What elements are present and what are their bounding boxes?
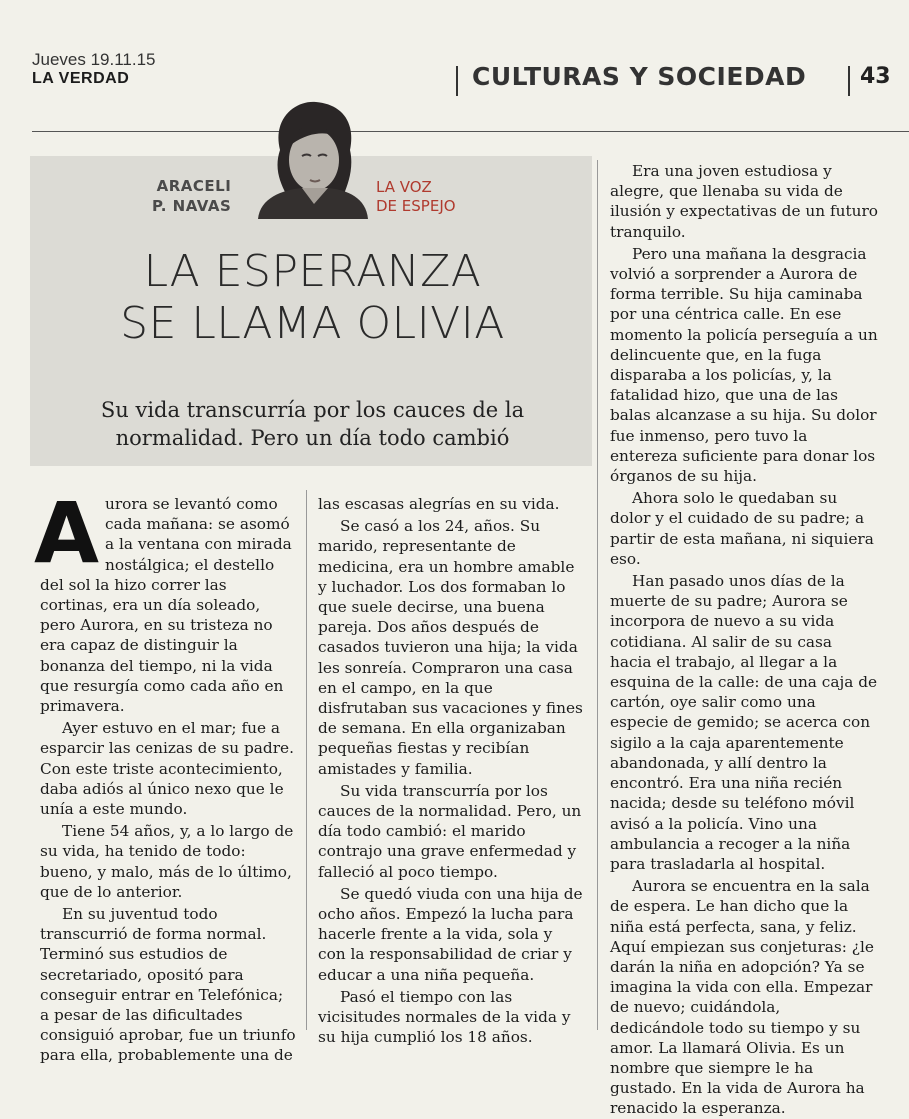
paragraph: En su juventud todo transcurrió de forma normal. Terminó sus estudios de secretariado, opositó para conseguir entrar en Telefónica; a pesar de las dificultades consiguió aprobar, fue un triunfo para ella, probablemente una de — [40, 905, 296, 1065]
column-name-line-2: DE ESPEJO — [376, 197, 456, 215]
author-line-1: ARACELI — [156, 177, 232, 195]
author-name — [152, 176, 231, 216]
paragraph: las escasas alegrías en su vida. — [318, 495, 560, 513]
paragraph: Se quedó viuda con una hija de ocho años. Empezó la lucha para hacerle frente a la vida, sola y con la responsabilidad de criar y educar a una niña pequeña. — [318, 884, 583, 984]
column-name — [376, 178, 456, 216]
body-column-1 — [34, 484, 296, 1066]
article-subheadline: Su vida transcurría por los cauces de la normalidad. Pero un día todo cambió — [100, 398, 525, 450]
body-column-2 — [318, 494, 584, 1047]
drop-cap: A — [34, 484, 100, 582]
page-number: 43 — [860, 64, 891, 89]
paragraph: Tiene 54 años, y, a lo largo de su vida, ha tenido de todo: bueno, y malo, más de lo último, que de lo anterior. — [40, 822, 294, 901]
paragraph: Han pasado unos días de la muerte de su padre; Aurora se incorpora de nuevo a su vida cotidiana. Al salir de su casa hacia el trabajo, al llegar a la esquina de la calle: de una caja de cartón, oye salir como una especie de gemido; se acerca con sigilo a la caja aparentemente abandonada, y allí dentro la encontró. Era una niña recién nacida; desde su teléfono móvil avisó a la policía. Vino una ambulancia a recoger a la niña para trasladarla al hospital. — [610, 572, 878, 873]
section-title: CULTURAS Y SOCIEDAD — [472, 62, 807, 91]
article-headline — [40, 246, 585, 350]
page-number-divider — [848, 66, 850, 96]
column-divider — [306, 490, 307, 1030]
body-column-3 — [610, 161, 878, 1119]
paragraph-text: urora se levantó como cada mañana: se asomó a la ventana con mirada nostálgica; el destello del sol la hizo correr las cortinas, era un día soleado, pero Aurora, en su tristeza no era capaz de distinguir la bonanza del tiempo, ni la vida que resurgía como cada año en primavera. — [40, 495, 292, 716]
paragraph: Ayer estuvo en el mar; fue a esparcir las cenizas de su padre. Con este triste acontecimiento, daba adiós al único nexo que le unía a este mundo. — [40, 719, 294, 819]
paragraph: Aurora se encuentra en la sala de espera. Le han dicho que la niña está perfecta, sana, y feliz. Aquí empiezan sus conjeturas: ¿le darán la niña en adopción? Ya se imagina la vida con ella. Empezar de nuevo; cuidándola, dedicándole todo su tiempo y su amor. La llamará Olivia. Es un nombre que siempre le ha gustado. En la vida de Aurora ha renacido la esperanza. — [610, 877, 874, 1118]
column-divider — [597, 160, 598, 1030]
headline-line-2: SE LLAMA OLIVIA — [120, 298, 505, 349]
paragraph: Era una joven estudiosa y alegre, que llenaba su vida de ilusión y expectativas de un futuro tranquilo. — [610, 162, 878, 241]
headline-line-1: LA ESPERANZA — [143, 246, 482, 297]
newspaper-name: LA VERDAD — [32, 70, 130, 87]
author-line-2: P. NAVAS — [152, 197, 232, 215]
publication-date: Jueves 19.11.15 — [32, 50, 156, 69]
paragraph: Se casó a los 24, años. Su marido, representante de medicina, era un hombre amable y luchador. Los dos formaban lo que suele decirse, una buena pareja. Dos años después de casados tuvieron una hija; la vida les sonreía. Compraron una casa en el campo, en la que disfrutaban sus vacaciones y fines de semana. En ella organizaban pequeñas fiestas y recibían amistades y familia. — [318, 517, 583, 778]
paragraph: Pasó el tiempo con las vicisitudes normales de la vida y su hija cumplió los 18 años. — [318, 987, 571, 1047]
author-photo — [258, 98, 368, 219]
column-name-line-1: LA VOZ — [376, 178, 432, 196]
header-rule — [32, 131, 909, 132]
paragraph: Pero una mañana la desgracia volvió a sorprender a Aurora de forma terrible. Su hija caminaba por una céntrica calle. En ese momento la policía perseguía a un delincuente que, en la fuga disparaba a los policías, y, la fatalidad hizo, que una de las balas alcanzase a su hija. Su dolor fue inmenso, pero tuvo la entereza suficiente para donar los órganos de su hija. — [610, 244, 878, 486]
paragraph: Ahora solo le quedaban su dolor y el cuidado de su padre; a partir de esta mañana, ni siquiera eso. — [610, 489, 874, 568]
paragraph: Su vida transcurría por los cauces de la normalidad. Pero, un día todo cambió: el marido contrajo una grave enfermedad y falleció al poco tiempo. — [318, 781, 582, 881]
section-divider — [456, 66, 458, 96]
paragraph — [34, 484, 296, 716]
